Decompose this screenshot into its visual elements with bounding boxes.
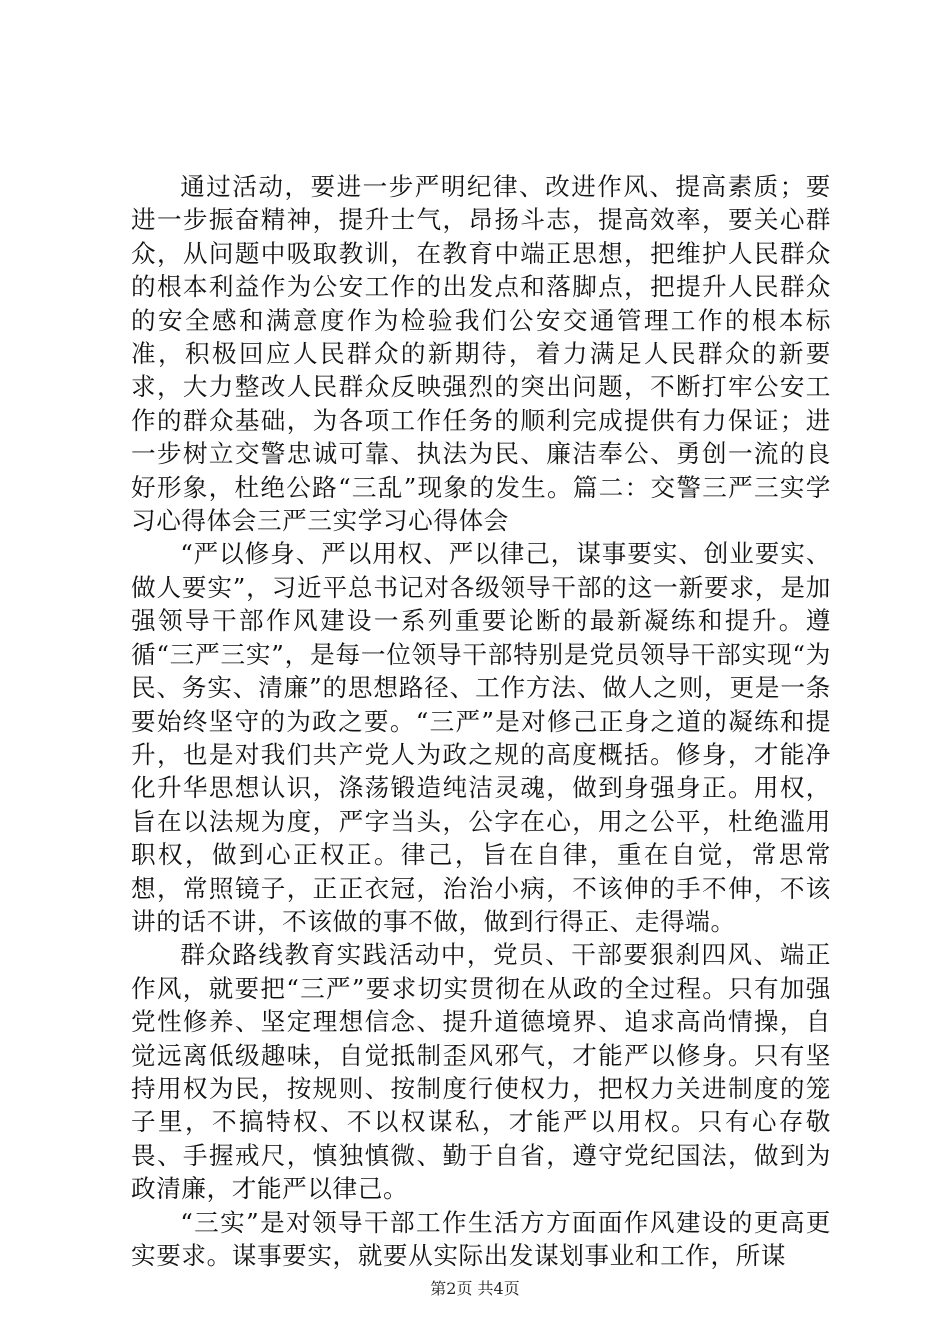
paragraph-2: “严以修身、严以用权、严以律己，谋事要实、创业要实、做人要实”，习近平总书记对各级领导干部的这一新要求，是加强领导干部作风建设一系列重要论断的最新凝练和提升。遵循“三严三实”，是每一位领导干部特别是党员领导干部实现“为民、务实、清廉”的思想路径、工作方法、做人之则，更是一条要始终坚守的为政之要。“三严”是对修己正身之道的凝练和提升，也是对我们共产党人为政之规的高度概括。修身，才能净化升华思想认识，涤荡锻造纯洁灵魂，做到身强身正。用权，旨在以法规为度，严字当头，公字在心，用之公平，杜绝滥用职权，做到心正权正。律己，旨在自律，重在自觉，常思常想，常照镜子，正正衣冠，治治小病，不该伸的手不伸，不该讲的话不讲，不该做的事不做，做到行得正、走得端。	[131, 539, 831, 936]
paragraph-3: 群众路线教育实践活动中，党员、干部要狠刹四风、端正作风，就要把“三严”要求切实贯彻在从政的全过程。只有加强党性修养、坚定理想信念、提升道德境界、追求高尚情操，自觉远离低级趣味，自觉抵制歪风邪气，才能严以修身。只有坚持用权为民，按规则、按制度行使权力，把权力关进制度的笼子里，不搞特权、不以权谋私，才能严以用权。只有心存敬畏、手握戒尺，慎独慎微、勤于自省，遵守党纪国法，做到为政清廉，才能严以律己。	[131, 940, 831, 1204]
paragraph-4: “三实”是对领导干部工作生活方方面面作风建设的更高更实要求。谋事要实，就要从实际出发谋划事业和工作，所谋	[131, 1207, 831, 1270]
document-body	[131, 170, 831, 1272]
page-footer: 第2页 共4页	[430, 1279, 520, 1298]
paragraph-1: 通过活动，要进一步严明纪律、改进作风、提高素质；要进一步振奋精神，提升士气，昂扬斗志，提高效率，要关心群众，从问题中吸取教训，在教育中端正思想，把维护人民群众的根本利益作为公安工作的出发点和落脚点，把提升人民群众的安全感和满意度作为检验我们公安交通管理工作的根本标准，积极回应人民群众的新期待，着力满足人民群众的新要求，大力整改人民群众反映强烈的突出问题，不断打牢公安工作的群众基础，为各项工作任务的顺利完成提供有力保证；进一步树立交警忠诚可靠、执法为民、廉洁奉公、勇创一流的良好形象，杜绝公路“三乱”现象的发生。篇二：交警三严三实学习心得体会三严三实学习心得体会	[131, 172, 831, 536]
